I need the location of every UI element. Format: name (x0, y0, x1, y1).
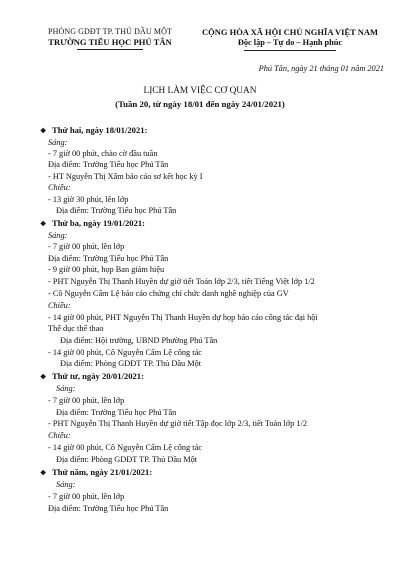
schedule-line: - 7 giờ 00 phút, chào cờ đầu tuần (48, 149, 158, 158)
location-line: Địa điểm: Trường Tiểu học Phú Tân (56, 408, 177, 417)
schedule-line: - 7 giờ 00 phút, lên lớp (48, 242, 125, 251)
session-label: Sáng: (56, 384, 76, 393)
schedule-line: - Cô Nguyễn Cẩm Lệ báo cáo chứng chỉ chức danh nghề nghiệp của GV (48, 289, 289, 298)
day-heading (40, 125, 147, 137)
schedule-line: - 14 giờ 00 phút, Cô Nguyễn Cẩm Lệ công tác (48, 443, 202, 452)
location-line: Địa điểm: Trường Tiểu học Phú Tân (48, 254, 169, 263)
diamond-bullet-icon: ❖ (40, 220, 47, 228)
schedule-line: - 7 giờ 00 phút, lên lớp (48, 492, 125, 501)
day-heading (40, 218, 145, 230)
org-underline (77, 49, 143, 50)
location-line: Địa điểm: Phòng GDĐT TP. Thủ Dầu Một (56, 455, 198, 464)
diamond-bullet-icon: ❖ (40, 127, 47, 135)
day-heading-text: Thứ ba, ngày 19/01/2021: (52, 218, 146, 228)
schedule-line: - 7 giờ 00 phút, lên lớp (48, 396, 125, 405)
nation-underline (244, 50, 336, 51)
org-line-2: TRƯỜNG TIỂU HỌC PHÚ TÂN (48, 37, 172, 47)
day-heading (40, 371, 144, 383)
day-heading-text: Thứ hai, ngày 18/01/2021: (52, 125, 148, 135)
org-line-1: PHÒNG GDĐT TP. THỦ DẦU MỘT (48, 27, 172, 36)
day-heading (40, 467, 152, 479)
session-label: Sáng: (56, 480, 76, 489)
schedule-line-continued: Thể dục thể thao (48, 324, 104, 333)
nation-line-2: Độc lập – Tự do – Hạnh phúc (237, 38, 343, 47)
diamond-bullet-icon: ❖ (40, 469, 47, 477)
session-label: Chiều: (48, 301, 71, 310)
location-line: Địa điểm: Trường Tiểu học Phú Tân (48, 160, 169, 169)
location-line: Địa điểm: Trường Tiểu học Phú Tân (48, 504, 169, 513)
document-title: LỊCH LÀM VIỆC CƠ QUAN (143, 86, 257, 96)
session-label: Sáng: (48, 231, 68, 240)
session-label: Chiều: (48, 431, 71, 440)
diamond-bullet-icon: ❖ (40, 373, 47, 381)
session-label: Sáng: (48, 138, 68, 147)
nation-line-1: CỘNG HÒA XÃ HỘI CHỦ NGHĨA VIỆT NAM (201, 27, 379, 37)
schedule-line: - 13 giờ 30 phút, lên lớp (48, 195, 129, 204)
location-line: Địa điểm: Hội trường, UBND Phường Phú Tân (60, 336, 218, 345)
schedule-line: - 9 giờ 00 phút, họp Ban giám hiệu (48, 265, 165, 274)
document-subtitle: (Tuần 20, từ ngày 18/01 đến ngày 24/01/2021) (115, 99, 285, 109)
schedule-line: - 14 giờ 00 phút, PHT Nguyễn Thị Thanh Huyền dự họp báo cáo công tác đại hội (48, 313, 318, 322)
schedule-line: - PHT Nguyễn Thị Thanh Huyền dự giờ tiết Toán lớp 2/3, tiết Tiếng Việt lớp 1/2 (48, 277, 315, 286)
day-heading-text: Thứ năm, ngày 21/01/2021: (52, 467, 153, 477)
schedule-line: - PHT Nguyễn Thị Thanh Huyền dự giờ tiết Tập đọc lớp 2/3, tiết Toán lớp 1/2 (48, 419, 307, 428)
date-line: Phú Tân, ngày 21 tháng 01 năm 2021 (258, 64, 384, 73)
location-line: Địa điểm: Phòng GDĐT TP. Thủ Dầu Một (60, 359, 202, 368)
location-line: Địa điểm: Trường Tiểu học Phú Tân (56, 206, 177, 215)
schedule-line: - 14 giờ 00 phút, Cô Nguyễn Cẩm Lệ công tác (48, 348, 202, 357)
day-heading-text: Thứ tư, ngày 20/01/2021: (52, 371, 144, 381)
session-label: Chiều: (48, 183, 71, 192)
schedule-line: - HT Nguyễn Thị Xâm báo cáo sơ kết học kỳ I (48, 172, 203, 181)
